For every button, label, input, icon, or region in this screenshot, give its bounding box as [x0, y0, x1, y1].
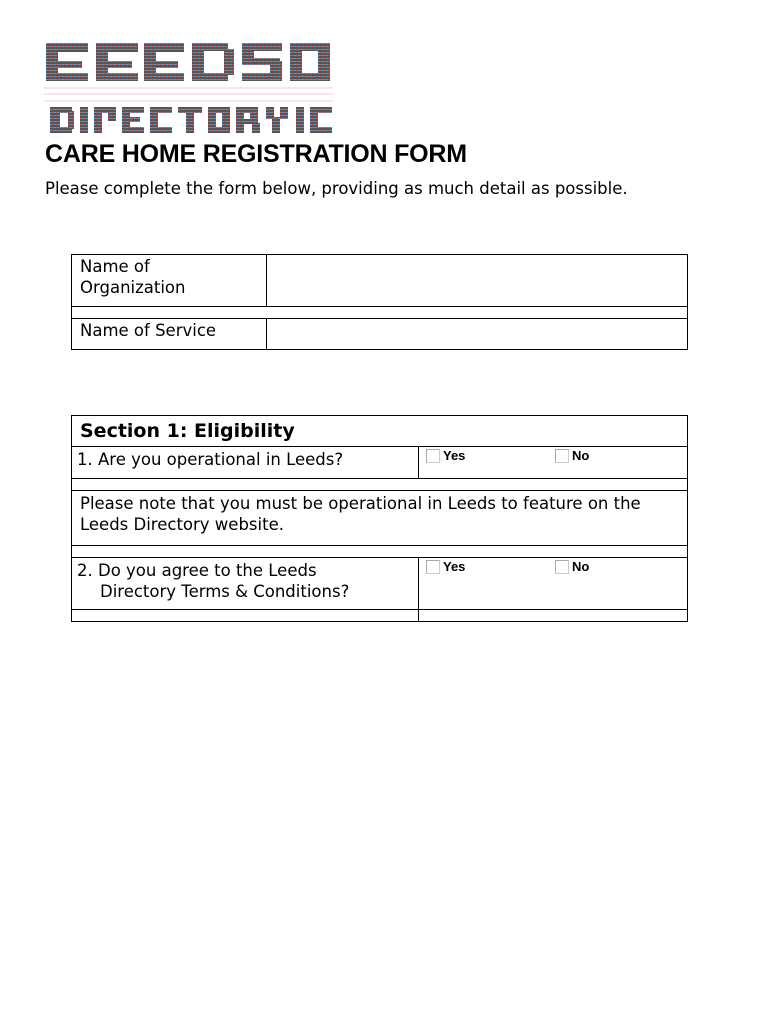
table-spacer: [72, 546, 688, 558]
leeds-directory-logo: [44, 41, 333, 135]
q1-yes-label: Yes: [443, 448, 466, 463]
checkbox-icon[interactable]: [426, 449, 440, 463]
service-name-field[interactable]: [267, 319, 688, 350]
question-2-line2: Directory Terms & Conditions?: [100, 582, 350, 601]
organization-label-line1: Name of: [80, 257, 150, 276]
q2-no-option[interactable]: [555, 559, 589, 574]
q1-no-option[interactable]: [555, 448, 589, 463]
question-1-label: 1. Are you operational in Leeds?: [72, 447, 419, 479]
checkbox-icon[interactable]: [555, 449, 569, 463]
service-label: Name of Service: [72, 319, 267, 350]
q2-yes-option[interactable]: [426, 559, 465, 574]
eligibility-note: Please note that you must be operational in Leeds to feature on the Leeds Directory website.: [72, 491, 688, 546]
organization-label: [72, 255, 267, 307]
question-2-line1: 2. Do you agree to the Leeds: [77, 561, 317, 580]
section-heading: Section 1: Eligibility: [72, 416, 688, 447]
table-spacer: [419, 610, 688, 622]
question-1-options: [419, 447, 688, 479]
question-2-label: [72, 558, 419, 610]
organization-label-line2: Organization: [80, 278, 186, 297]
organization-details-table: [71, 254, 688, 350]
table-spacer: [72, 479, 688, 491]
eligibility-table: [71, 415, 688, 622]
q2-no-label: No: [572, 559, 590, 574]
table-spacer: [72, 610, 419, 622]
question-2-options: [419, 558, 688, 610]
page-title: CARE HOME REGISTRATION FORM: [45, 140, 467, 168]
checkbox-icon[interactable]: [426, 560, 440, 574]
intro-text: Please complete the form below, providing as much detail as possible.: [45, 179, 628, 198]
table-spacer: [72, 307, 688, 319]
q2-yes-label: Yes: [443, 559, 466, 574]
organization-name-field[interactable]: [267, 255, 688, 307]
q1-no-label: No: [572, 448, 590, 463]
checkbox-icon[interactable]: [555, 560, 569, 574]
q1-yes-option[interactable]: [426, 448, 465, 463]
